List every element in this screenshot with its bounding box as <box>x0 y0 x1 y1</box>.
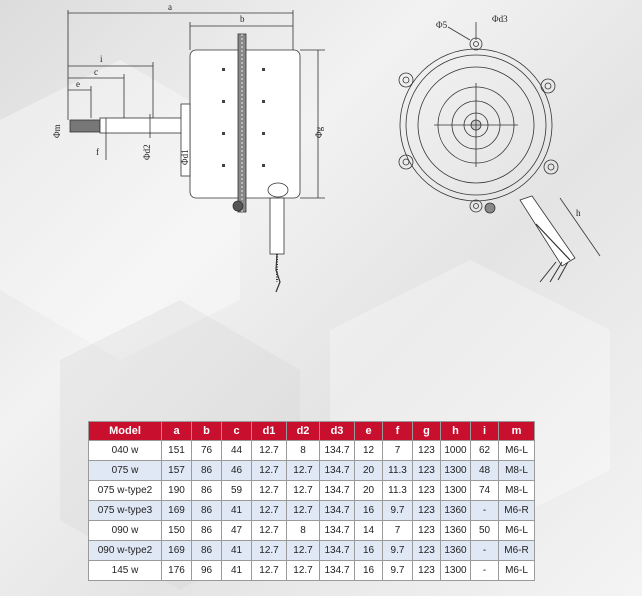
table-cell-b: 86 <box>192 521 222 541</box>
table-cell-m: M6-R <box>499 501 535 521</box>
table-cell-i: - <box>471 561 499 581</box>
header-f: f <box>383 422 413 441</box>
table-cell-h: 1300 <box>441 481 471 501</box>
table-cell-m: M6-L <box>499 441 535 461</box>
table-cell-a: 190 <box>162 481 192 501</box>
table-cell-f: 7 <box>383 441 413 461</box>
dim-i-label: i <box>100 54 103 64</box>
table-cell-d1: 12.7 <box>252 561 287 581</box>
dim-h-label: h <box>576 208 581 218</box>
table-cell-e: 16 <box>355 501 383 521</box>
table-cell-d2: 12.7 <box>287 561 320 581</box>
table-cell-a: 176 <box>162 561 192 581</box>
table-row <box>89 541 535 561</box>
dim-c-label: c <box>94 67 98 77</box>
table-cell-g: 123 <box>413 481 441 501</box>
table-cell-h: 1300 <box>441 461 471 481</box>
table-cell-b: 86 <box>192 481 222 501</box>
header-d1: d1 <box>252 422 287 441</box>
table-cell-e: 16 <box>355 541 383 561</box>
header-h: h <box>441 422 471 441</box>
header-g: g <box>413 422 441 441</box>
table-cell-h: 1360 <box>441 501 471 521</box>
table-cell-g: 123 <box>413 501 441 521</box>
header-c: c <box>222 422 252 441</box>
table-cell-d1: 12.7 <box>252 501 287 521</box>
table-cell-e: 20 <box>355 481 383 501</box>
table-cell-e: 16 <box>355 561 383 581</box>
table-cell-d1: 12.7 <box>252 441 287 461</box>
table-cell-g: 123 <box>413 441 441 461</box>
table-cell-c: 41 <box>222 561 252 581</box>
table-cell-i: 50 <box>471 521 499 541</box>
spec-table <box>88 421 535 581</box>
dim-e-label: e <box>76 79 80 89</box>
dim-d1-label: Φd1 <box>180 149 190 165</box>
hole-5-label: Φ5 <box>436 20 448 30</box>
table-cell-c: 47 <box>222 521 252 541</box>
header-b: b <box>192 422 222 441</box>
table-cell-d1: 12.7 <box>252 521 287 541</box>
table-cell-c: 41 <box>222 501 252 521</box>
header-e: e <box>355 422 383 441</box>
table-cell-i: 62 <box>471 441 499 461</box>
table-cell-m: M6-R <box>499 541 535 561</box>
table-cell-c: 46 <box>222 461 252 481</box>
table-row <box>89 561 535 581</box>
table-cell-d3: 134.7 <box>320 561 355 581</box>
dim-m-label: Φm <box>52 124 62 138</box>
table-cell-b: 76 <box>192 441 222 461</box>
table-cell-model: 145 w <box>89 561 162 581</box>
table-cell-i: - <box>471 541 499 561</box>
table-cell-b: 86 <box>192 541 222 561</box>
table-cell-f: 11.3 <box>383 461 413 481</box>
table-cell-e: 12 <box>355 441 383 461</box>
header-i: i <box>471 422 499 441</box>
table-row <box>89 441 535 461</box>
header-m: m <box>499 422 535 441</box>
header-d2: d2 <box>287 422 320 441</box>
table-cell-e: 20 <box>355 461 383 481</box>
table-cell-m: M6-L <box>499 561 535 581</box>
table-cell-d3: 134.7 <box>320 461 355 481</box>
table-cell-g: 123 <box>413 541 441 561</box>
table-cell-d1: 12.7 <box>252 481 287 501</box>
table-cell-d2: 12.7 <box>287 481 320 501</box>
header-model: Model <box>89 422 162 441</box>
table-cell-a: 151 <box>162 441 192 461</box>
table-cell-b: 86 <box>192 461 222 481</box>
table-cell-model: 075 w-type2 <box>89 481 162 501</box>
table-cell-h: 1360 <box>441 541 471 561</box>
table-cell-i: - <box>471 501 499 521</box>
table-cell-d3: 134.7 <box>320 481 355 501</box>
table-cell-d2: 12.7 <box>287 501 320 521</box>
table-cell-b: 86 <box>192 501 222 521</box>
dim-g-label: Φg <box>314 126 324 138</box>
dim-d3-label: Φd3 <box>492 14 508 24</box>
dim-f-label: f <box>96 147 99 157</box>
table-cell-a: 150 <box>162 521 192 541</box>
table-cell-d3: 134.7 <box>320 541 355 561</box>
table-cell-d2: 8 <box>287 521 320 541</box>
table-cell-h: 1000 <box>441 441 471 461</box>
table-cell-d1: 12.7 <box>252 541 287 561</box>
table-cell-f: 11.3 <box>383 481 413 501</box>
header-d3: d3 <box>320 422 355 441</box>
table-cell-i: 48 <box>471 461 499 481</box>
table-header-row <box>89 422 535 441</box>
table-cell-f: 9.7 <box>383 501 413 521</box>
table-cell-g: 123 <box>413 521 441 541</box>
header-a: a <box>162 422 192 441</box>
table-row <box>89 481 535 501</box>
table-cell-m: M6-L <box>499 521 535 541</box>
table-cell-h: 1300 <box>441 561 471 581</box>
table-cell-h: 1360 <box>441 521 471 541</box>
table-cell-f: 9.7 <box>383 561 413 581</box>
table-cell-model: 040 w <box>89 441 162 461</box>
table-row <box>89 521 535 541</box>
table-cell-f: 9.7 <box>383 541 413 561</box>
table-cell-d2: 12.7 <box>287 541 320 561</box>
table-cell-d1: 12.7 <box>252 461 287 481</box>
table-cell-i: 74 <box>471 481 499 501</box>
table-cell-model: 090 w-type2 <box>89 541 162 561</box>
table-cell-d3: 134.7 <box>320 441 355 461</box>
table-cell-a: 169 <box>162 501 192 521</box>
table-cell-model: 075 w <box>89 461 162 481</box>
table-cell-b: 96 <box>192 561 222 581</box>
table-cell-m: M8-L <box>499 461 535 481</box>
dim-d2-label: Φd2 <box>142 144 152 160</box>
table-cell-model: 075 w-type3 <box>89 501 162 521</box>
table-cell-d2: 8 <box>287 441 320 461</box>
table-cell-d3: 134.7 <box>320 521 355 541</box>
table-cell-c: 41 <box>222 541 252 561</box>
table-cell-d2: 12.7 <box>287 461 320 481</box>
table-cell-m: M8-L <box>499 481 535 501</box>
table-cell-e: 14 <box>355 521 383 541</box>
table-cell-d3: 134.7 <box>320 501 355 521</box>
table-cell-a: 169 <box>162 541 192 561</box>
table-cell-f: 7 <box>383 521 413 541</box>
table-row <box>89 461 535 481</box>
table-row <box>89 501 535 521</box>
table-cell-a: 157 <box>162 461 192 481</box>
table-cell-c: 44 <box>222 441 252 461</box>
table-cell-g: 123 <box>413 561 441 581</box>
table-cell-c: 59 <box>222 481 252 501</box>
dim-a-label: a <box>168 2 172 12</box>
dim-b-label: b <box>240 14 245 24</box>
table-cell-g: 123 <box>413 461 441 481</box>
table-cell-model: 090 w <box>89 521 162 541</box>
